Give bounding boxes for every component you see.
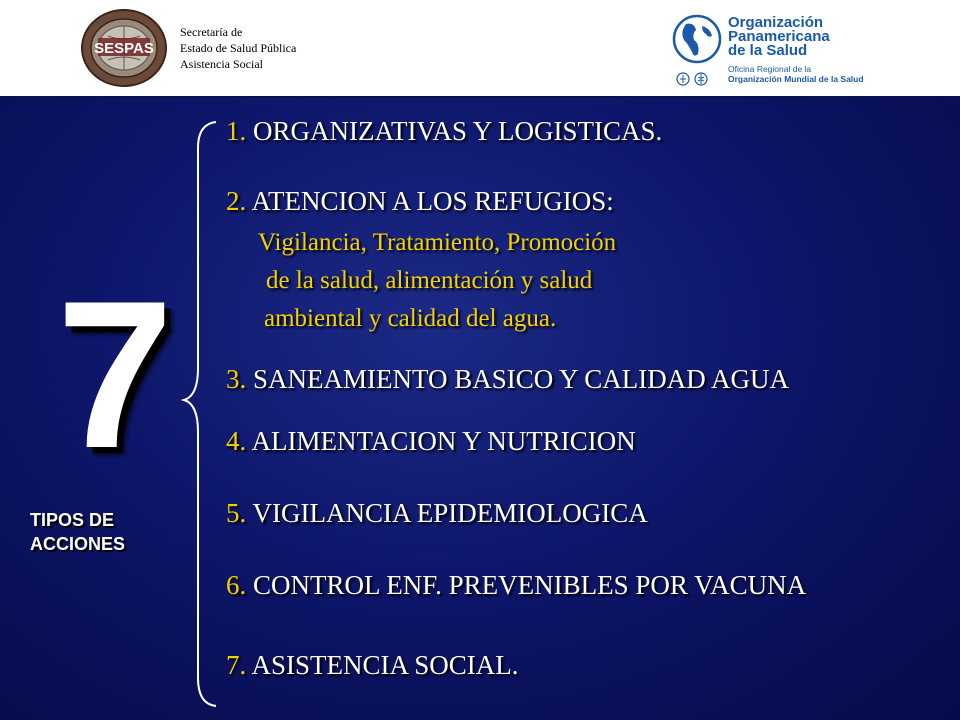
item-2-subline-2: de la salud, alimentación y salud xyxy=(266,267,593,294)
item-text: ORGANIZATIVAS Y LOGISTICAS. xyxy=(246,116,663,146)
sespas-seal-logo xyxy=(80,8,168,88)
item-number: 3. xyxy=(226,364,247,394)
item-number: 6. xyxy=(226,570,247,600)
item-number: 7. xyxy=(226,650,247,680)
big-number: 7 xyxy=(56,257,174,492)
list-item-4 xyxy=(226,424,636,458)
list-item-1 xyxy=(226,114,662,148)
item-number: 5. xyxy=(226,498,247,528)
ops-sub-line-2: Organización Mundial de la Salud xyxy=(728,74,864,84)
caption xyxy=(30,508,125,556)
list-item-6 xyxy=(226,568,806,602)
list-item-5 xyxy=(226,496,648,530)
item-text: VIGILANCIA EPIDEMIOLOGICA xyxy=(246,498,648,528)
caption-line-2: ACCIONES xyxy=(30,534,126,554)
item-2-subline-1: Vigilancia, Tratamiento, Promoción xyxy=(258,229,617,256)
secretaria-line-2: Estado de Salud Pública xyxy=(180,41,297,55)
list-item-3 xyxy=(226,362,789,396)
ops-name-line-1: Organización xyxy=(728,14,824,31)
curly-brace xyxy=(180,118,220,710)
svg-text:SESPAS: SESPAS xyxy=(94,40,154,57)
item-text: ALIMENTACION Y NUTRICION xyxy=(246,426,636,456)
item-number: 4. xyxy=(226,426,247,456)
item-text: ATENCION A LOS REFUGIOS: xyxy=(246,186,614,216)
caption-line-1: TIPOS DE xyxy=(30,510,115,530)
ops-subtitle xyxy=(728,64,864,84)
item-text: ASISTENCIA SOCIAL. xyxy=(246,650,519,680)
ops-sub-line-1: Oficina Regional de la xyxy=(728,64,812,74)
ops-logo xyxy=(672,14,882,84)
ops-name-line-2: Panamericana xyxy=(728,28,830,45)
item-text: SANEAMIENTO BASICO Y CALIDAD AGUA xyxy=(246,364,790,394)
item-number: 2. xyxy=(226,186,247,216)
list-item-7 xyxy=(226,648,519,682)
emblem-icons xyxy=(676,72,722,86)
item-2-subline-3: ambiental y calidad del agua. xyxy=(264,305,557,332)
secretaria-line-1: Secretaría de xyxy=(180,25,243,39)
secretaria-line-3: Asistencia Social xyxy=(180,57,263,71)
ops-name xyxy=(728,16,830,58)
item-number: 1. xyxy=(226,116,247,146)
item-text: CONTROL ENF. PREVENIBLES POR VACUNA xyxy=(246,570,807,600)
secretaria-text xyxy=(180,24,296,72)
list-item-2 xyxy=(226,184,614,218)
globe-icon xyxy=(672,14,722,64)
header-bar xyxy=(0,0,960,98)
ops-name-line-3: de la Salud xyxy=(728,42,808,59)
